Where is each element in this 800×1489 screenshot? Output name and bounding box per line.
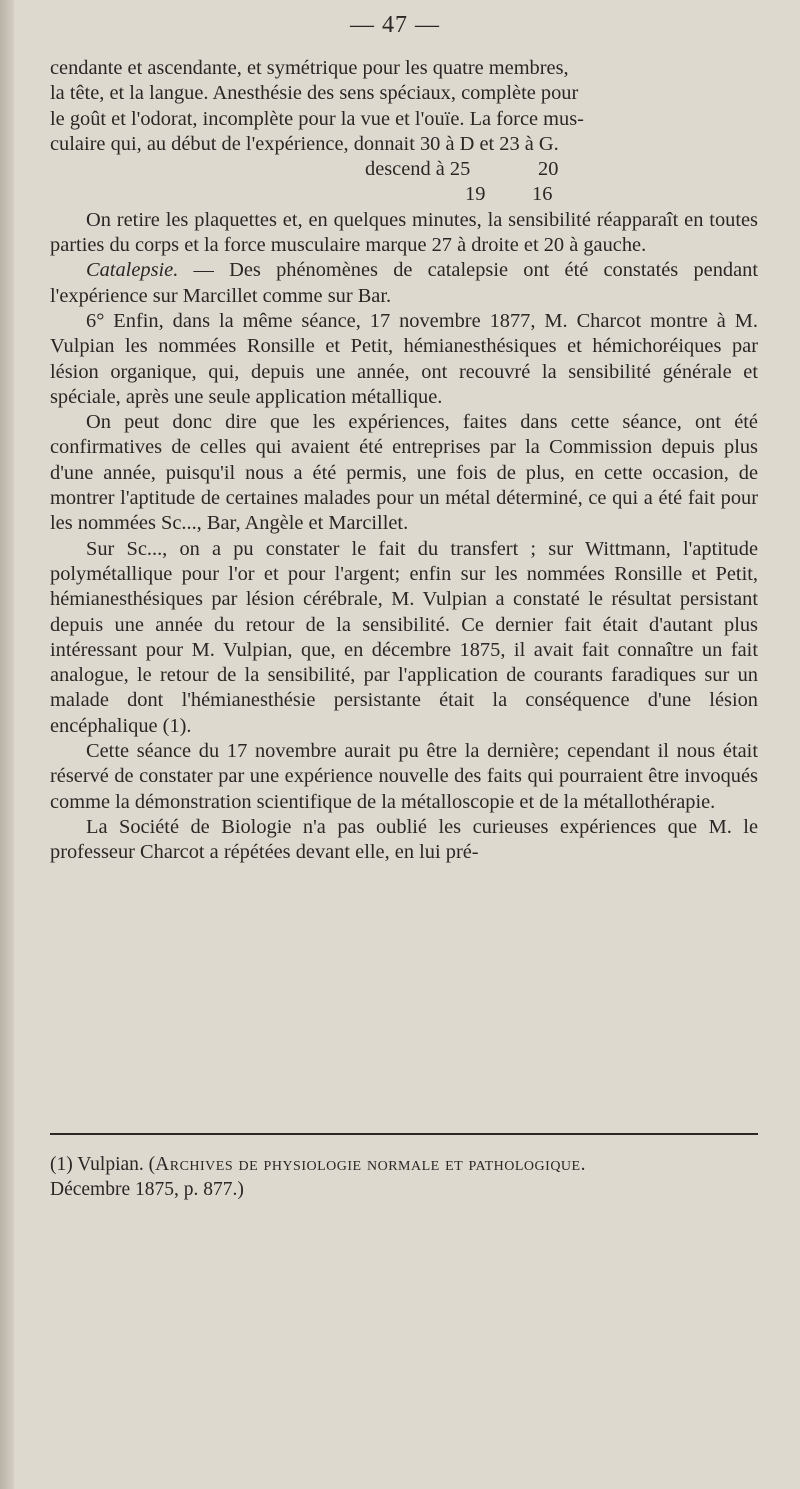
force-values-row-2 (50, 182, 758, 207)
paragraph: Sur Sc..., on a pu constater le fait du transfert ; sur Wittmann, l'aptitude polymétallique pour l'or et pour l'argent; enfin sur les nommées Ronsille et Petit, hémianesthésiques par lésion cérébrale, M. Vulpian a constaté le résultat persistant depuis une année du retour de la sensibilité. Ce dernier fait était d'autant plus intéressant pour M. Vulpian, que, en décembre 1875, il avait fait connaître un fait analogue, le retour de la sensibilité, par l'application de courants faradiques sur un malade dont l'hémianesthésie persistante était la conséquence d'une lésion encéphalique (1). (50, 537, 758, 737)
paragraph: Cette séance du 17 novembre aurait pu être la dernière; cependant il nous était réservé de constater par une expérience nouvelle des faits qui pourraient être invoqués comme la démonstration scientifique de la métalloscopie et de la métallothérapie. (50, 740, 758, 813)
footnote-divider (50, 1133, 758, 1135)
page-number: — 47 — (350, 12, 440, 38)
footnote-journal: Archives de physiologie normale et pathologique. (155, 1154, 586, 1175)
footnote-lead: (1) Vulpian. ( (50, 1154, 156, 1175)
footnote-tail: Décembre 1875, p. 877.) (50, 1179, 244, 1200)
section-title: Catalepsie. (86, 259, 179, 282)
paragraph-line: cendante et ascendante, et symétrique pour les quatre membres, (50, 57, 569, 79)
paragraph: On peut donc dire que les expériences, faites dans cette séance, ont été confirmatives de celles qui avaient été entreprises par la Commission depuis plus d'une année, puisqu'il nous a été permis, une fois de plus, en cette occasion, de montrer l'aptitude de certaines malades pour un métal déterminé, ce qui a été fait pour les nommées Sc..., Bar, Angèle et Marcillet. (50, 411, 758, 535)
value-left: 16 (532, 183, 553, 206)
descend-label: descend à 25 (365, 158, 471, 181)
paragraph-line: culaire qui, au début de l'expérience, donnait 30 à D et 23 à G. (50, 132, 559, 155)
paragraph: On retire les plaquettes et, en quelques minutes, la sensibilité réapparaît en toutes parties du corps et la force musculaire marque 27 à droite et 20 à gauche. (50, 208, 758, 257)
force-values-row-1 (50, 157, 758, 182)
footnote (50, 1152, 758, 1202)
paragraph-line: la tête, et la langue. Anesthésie des sens spéciaux, complète pour (50, 82, 579, 105)
value-left: 20 (538, 158, 559, 181)
paragraph-body: — Des phénomènes de catalepsie ont été constatés pendant l'expérience sur Marcillet comme sur Bar. (50, 259, 758, 307)
paragraph-catalepsie (50, 258, 758, 309)
value-right: 19 (465, 183, 486, 206)
book-binding-edge (0, 0, 14, 1489)
body-text (50, 56, 758, 866)
paragraph-line: le goût et l'odorat, incomplète pour la vue et l'ouïe. La force mus- (50, 107, 584, 130)
paragraph: La Société de Biologie n'a pas oublié les curieuses expériences que M. le professeur Charcot a répétées devant elle, en lui pré- (50, 815, 758, 864)
paragraph: 6° Enfin, dans la même séance, 17 novembre 1877, M. Charcot montre à M. Vulpian les nommées Ronsille et Petit, hémianesthésiques et hémichoréiques par lésion organique, qui, depuis une année, ont recouvré la sensibilité générale et spéciale, après une seule application métallique. (50, 309, 758, 408)
